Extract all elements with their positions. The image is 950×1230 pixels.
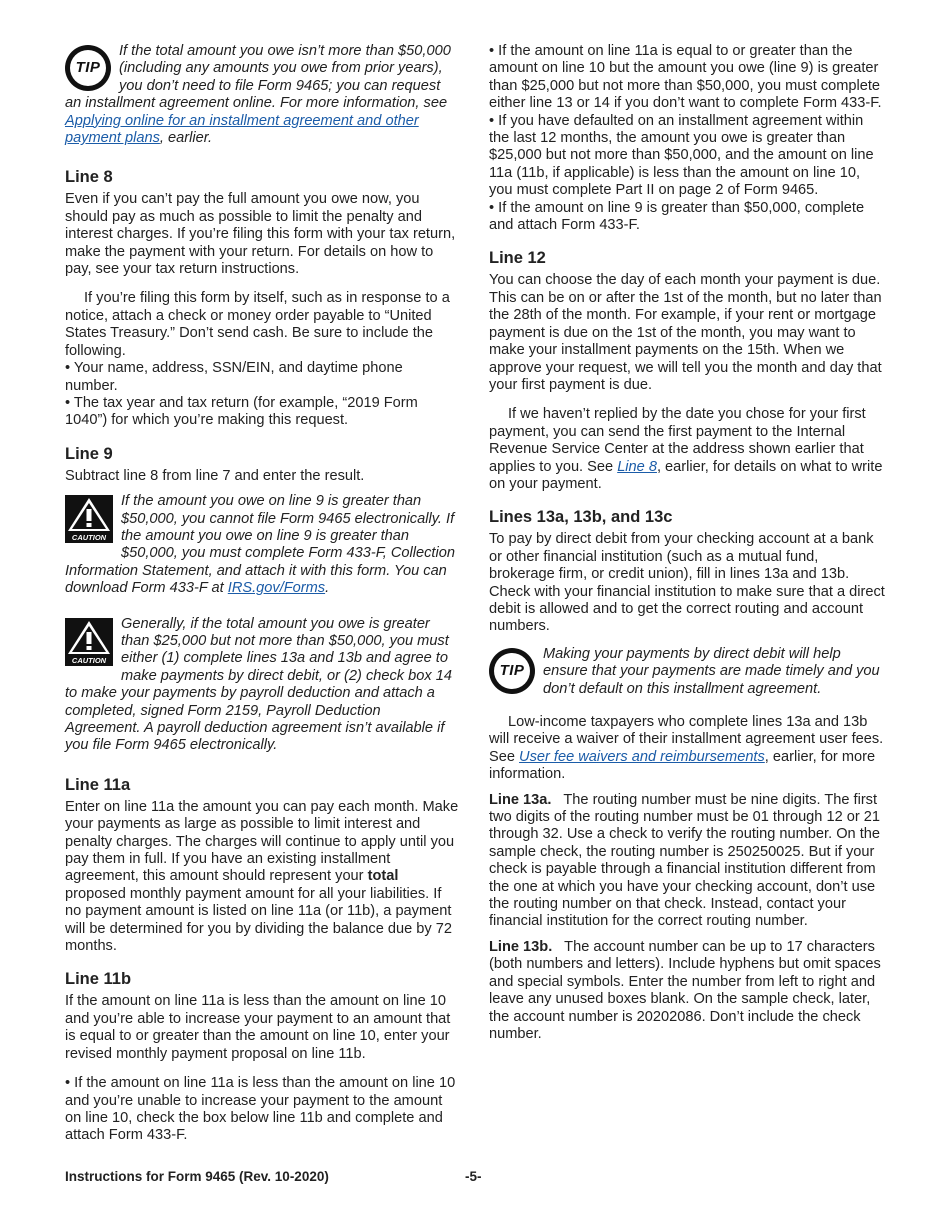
tip-note-online: TIP If the total amount you owe isn’t more than $50,000 (including any amounts you owe from prior years), you don’t need to file Form 9465; you can request an installment agreement online. For more information, see Applying online for an installment agreement and other payment plans, earlier. (65, 43, 451, 147)
irs-forms-link[interactable]: IRS.gov/Forms (227, 580, 326, 597)
svg-text:CAUTION: CAUTION (71, 655, 107, 665)
line13-paragraph: To pay by direct debit from your checking account at a bank or other financial institution (such as a mutual fund, brokerage firm, or credit union), fill in lines 13a and 13b. Check with your financial institution to make sure that a direct debit is allowed and to get the correct routing and account numbers. (489, 531, 885, 635)
line11b-heading: Line 11b (65, 970, 132, 989)
line8-bullet-1: • Your name, address, SSN/EIN, and daytime phone number. (65, 360, 403, 394)
line12-paragraph-2: If we haven’t replied by the date you chose for your first payment, you can send the first payment to the Internal Revenue Service Center at the address shown earlier that applies to you. See Line 8, earlier, for details on what to write on your payment. (489, 406, 883, 492)
tip-note-direct-debit: TIP Making your payments by direct debit will help ensure that your payments are made timely and you don’t default on this installment agreement. (489, 646, 885, 698)
left-column (65, 43, 459, 1145)
right-column (489, 43, 885, 1043)
line13b-paragraph: Line 13b. The account number can be up to 17 characters (both numbers and letters). Include hyphens but omit spaces and special symbols. Enter the number from left to right and leave any unused boxes blank. On the sample check, later, the account number is 20202086. Don’t include the check number. (489, 938, 881, 1042)
line8-heading: Line 8 (65, 168, 113, 187)
line11a-paragraph: Enter on line 11a the amount you can pay each month. Make your payments as large as possible to limit interest and penalty charges. The charges will continue to apply until you pay them in full. If you have an existing installment agreement, this amount should represent your total proposed monthly payment amount for all your liabilities. If no payment amount is listed on line 11a (or 11b), a payment will be determined for you by dividing the balance due by 72 months. (65, 798, 459, 955)
applying-online-link[interactable]: Applying online for an installment agreement and other payment plans (65, 112, 419, 147)
bullet-11a-equal: • If the amount on line 11a is equal to or greater than the amount on line 10 but the amount you owe (line 9) is greater than $25,000 but not more than $50,000, you must complete either line 13 or 14 if you don’t want to complete Form 433-F. (489, 43, 882, 112)
caution-note-25000: CAUTION Generally, if the total amount you owe is greater than $25,000 but not more than $50,000, you must either (1) complete lines 13a and 13b and agree to make payments by direct debit, or (2) check box 14 to make your payments by payroll deduction and attach a completed, signed Form 2159, Payroll Deduction Agreement. A payroll deduction agreement isn’t available if you file Form 9465 electronically. (65, 615, 452, 754)
bullet-line9-50000: • If the amount on line 9 is greater than $50,000, complete and attach Form 433-F. (489, 199, 865, 234)
line13-paragraph-2: Low-income taxpayers who complete lines 13a and 13b will receive a waiver of their installment agreement user fees. See User fee waivers and reimbursements, earlier, for more information. (489, 714, 884, 783)
user-fee-waivers-link[interactable]: User fee waivers and reimbursements (519, 748, 765, 765)
bullet-defaulted: • If you have defaulted on an installment agreement within the last 12 months, the amount you owe is greater than $25,000 but not more than $50,000, and the amount on line 11a (11b, if applicable) is less than the amount on line 10, you must complete Part II on page 2 of Form 9465. (489, 112, 874, 199)
line9-paragraph: Subtract line 8 from line 7 and enter the result. (65, 467, 365, 484)
tip-text: If the total amount you owe isn’t more than $50,000 (including any amounts you owe from prior years), you don’t need to file Form 9465; you can request an installment agreement online. For more information, see (65, 43, 451, 112)
footer-title: Instructions for Form 9465 (Rev. 10-2020) (65, 1169, 329, 1184)
caution-note-50000: CAUTION If the amount you owe on line 9 is greater than $50,000, you cannot file Form 9465 electronically. If the amount you owe on line 9 is greater than $50,000, you must complete Form 433-F, Collection Information Statement, and attach it with this form. You can download Form 433-F at IRS.gov/Forms. (65, 493, 455, 597)
page-footer (65, 1168, 885, 1185)
line12-paragraph: You can choose the day of each month your payment is due. This can be on or after the 1st of the month, but no later than the 28th of the month. For example, if your rent or mortgage payment is due on the 1st of the month, you may want to make your installment payments on the 15th. When we approve your request, we will tell you the month and day that your first payment is due. (489, 272, 882, 393)
line11b-bullet: • If the amount on line 11a is less than the amount on line 10 and you’re unable to increase your payment to the amount on line 10, check the box below line 11b and complete and attach Form 433-F. (65, 1075, 456, 1144)
tip-icon: TIP (489, 648, 535, 694)
line11b-paragraph: If the amount on line 11a is less than the amount on line 10 and you’re able to increase your payment to an amount that is equal to or greater than the amount on line 10, enter your revised monthly payment proposal on line 11b. (65, 993, 451, 1062)
line8-link[interactable]: Line 8 (617, 458, 657, 475)
svg-text:CAUTION: CAUTION (71, 533, 107, 543)
line9-heading: Line 9 (65, 444, 113, 463)
line8-bullet-2: • The tax year and tax return (for example, “2019 Form 1040”) for which you’re making this request. (65, 394, 418, 429)
line11a-heading: Line 11a (65, 775, 131, 794)
caution-icon (65, 495, 113, 548)
line8-paragraph-2: If you’re filing this form by itself, such as in response to a notice, attach a check or money order payable to “United States Treasury.” Don’t send cash. Be sure to include the following. (65, 290, 450, 359)
line8-paragraph: Even if you can’t pay the full amount you owe now, you should pay as much as possible to limit the penalty and interest charges. If you’re filing this form with your tax return, make the payment with your return. For details on how to pay, see your tax return instructions. (65, 191, 456, 278)
line13-heading: Lines 13a, 13b, and 13c (489, 508, 673, 527)
caution-icon (65, 618, 113, 671)
line13a-paragraph: Line 13a. The routing number must be nine digits. The first two digits of the routing number must be 01 through 12 or 21 through 32. Use a check to verify the routing number. On the sample check, the routing number is 250250025. But if your check is payable through a financial institution different from the one at which you have your checking account, don’t use the routing number on that check. Instead, contact your financial institution for the correct routing number. (489, 791, 881, 930)
tip-icon: TIP (65, 45, 111, 91)
line12-heading: Line 12 (489, 249, 546, 268)
page-number: -5- (465, 1169, 482, 1184)
